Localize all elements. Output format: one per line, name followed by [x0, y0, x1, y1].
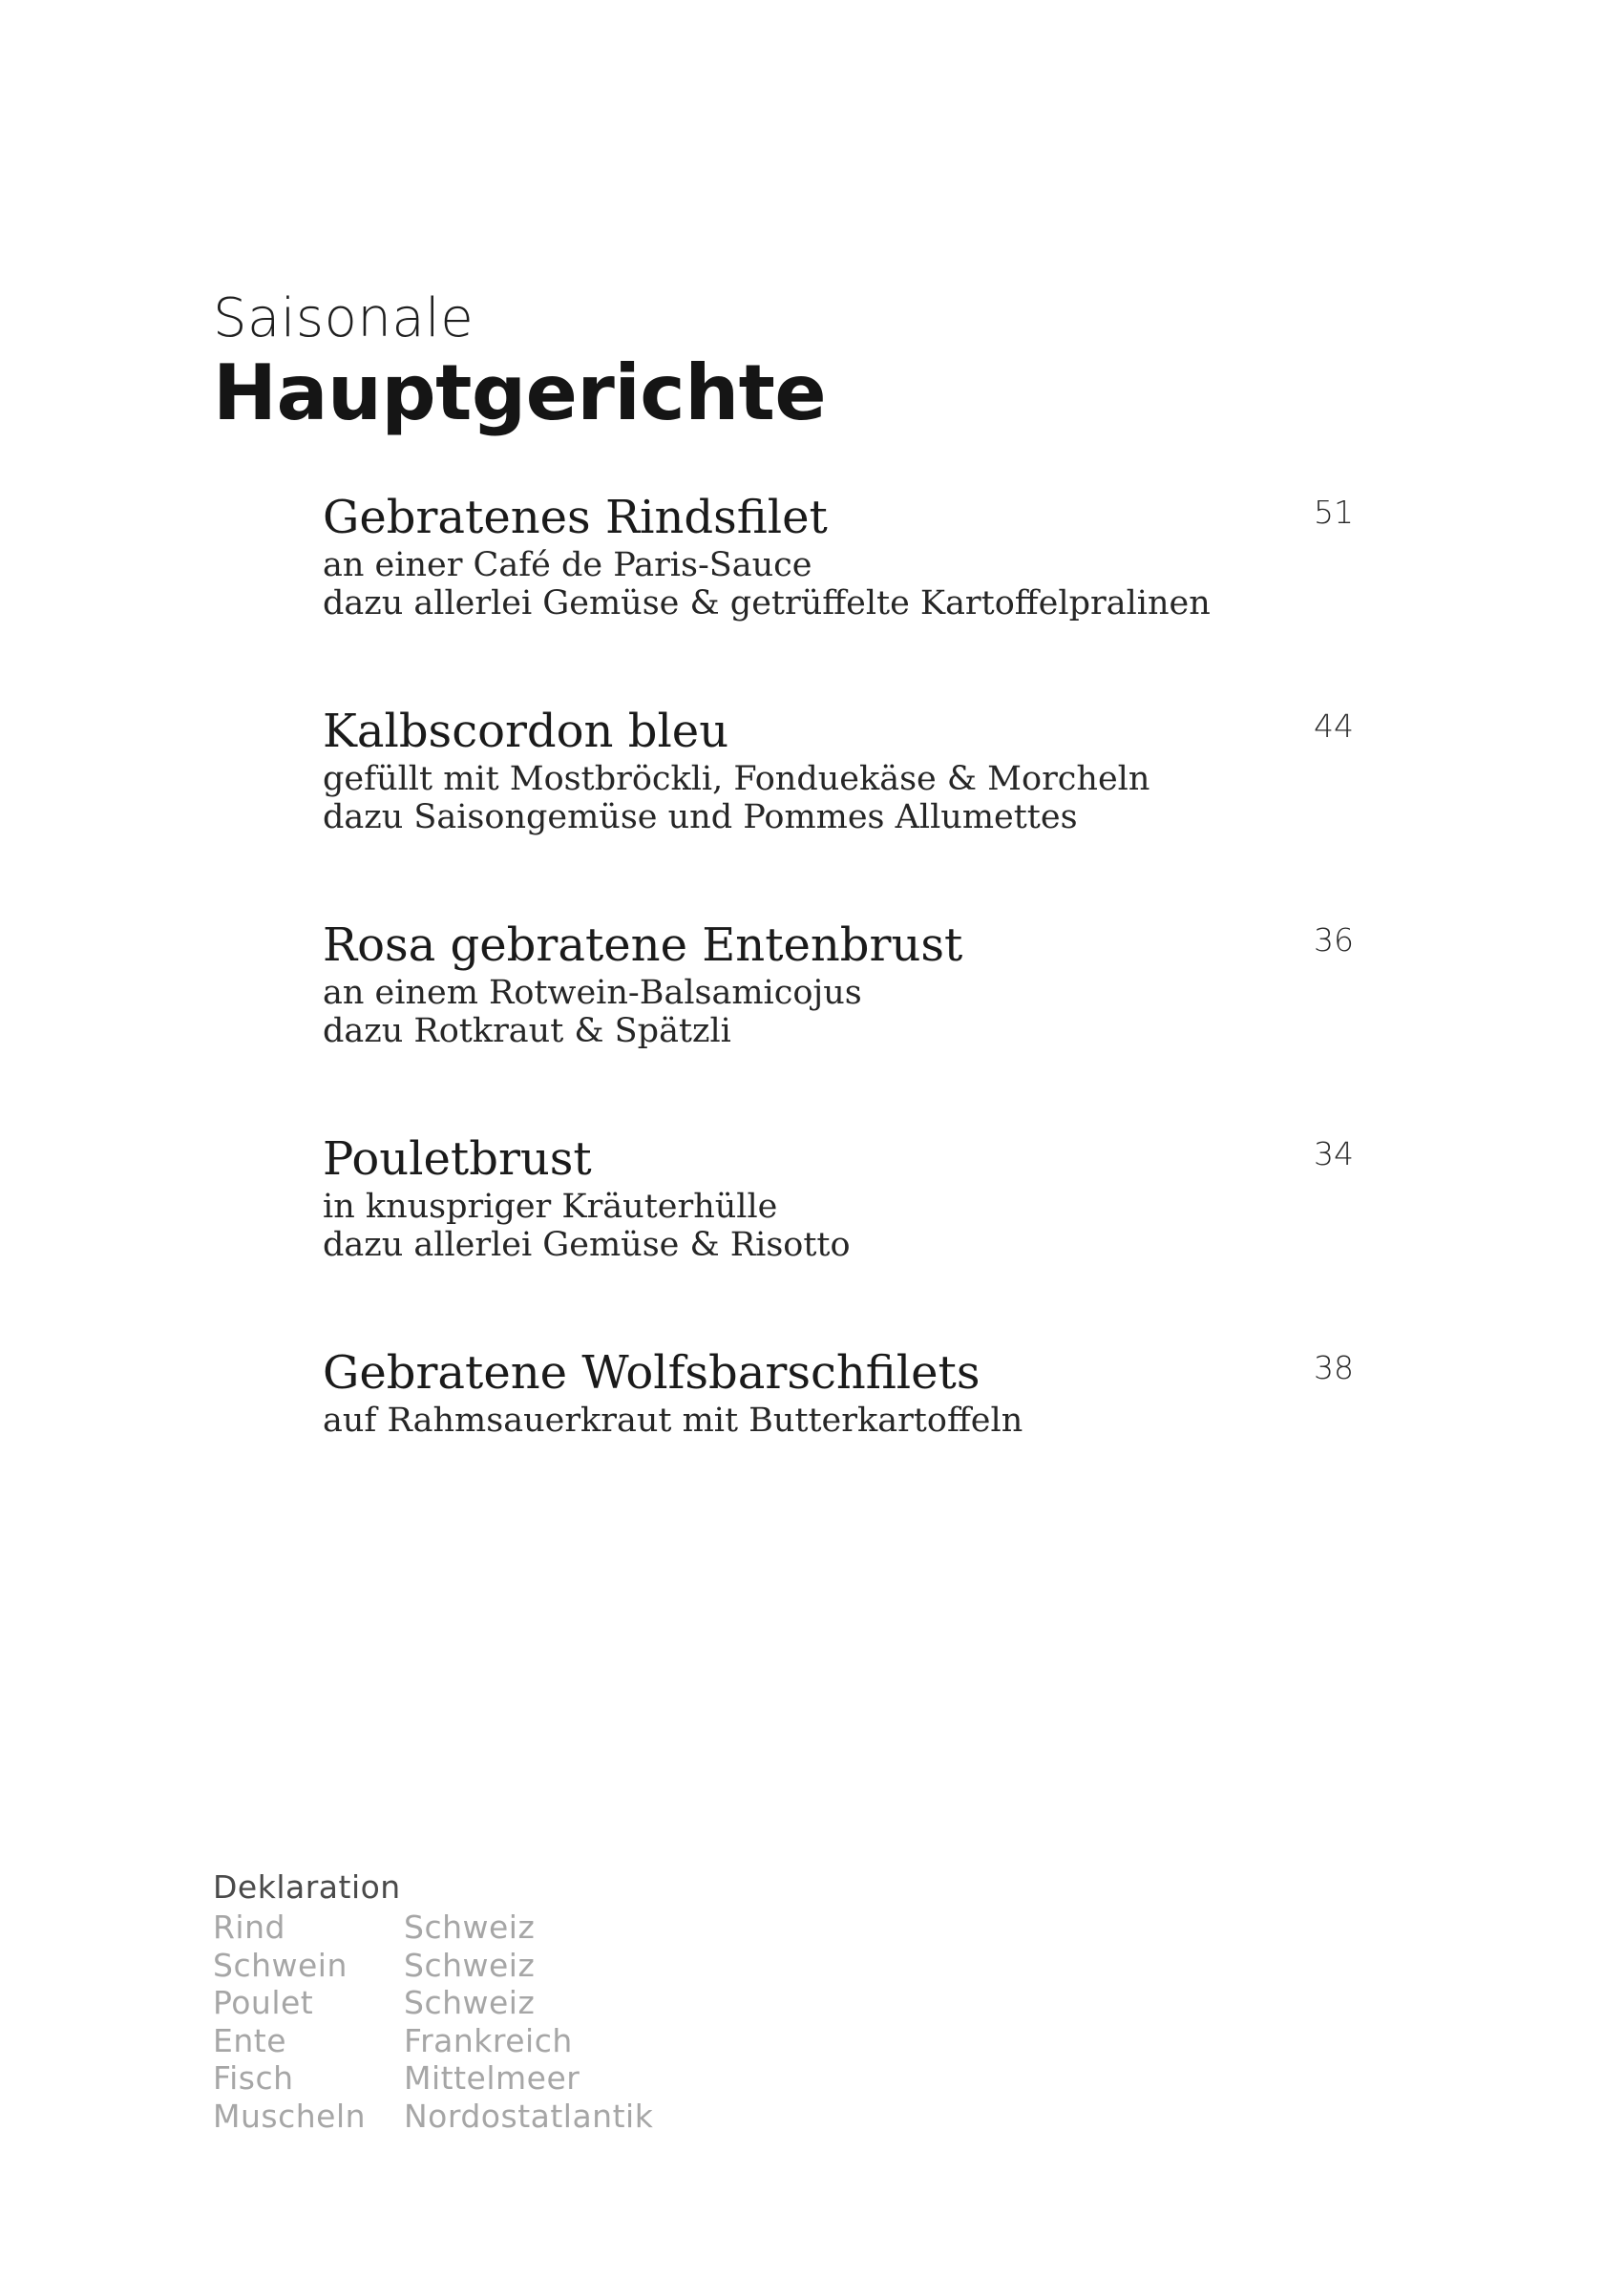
- declaration-row: [213, 1947, 653, 1985]
- declaration-row: [213, 2059, 653, 2098]
- declaration-animal: Fisch: [213, 2059, 294, 2097]
- declaration-block: [213, 1867, 653, 2135]
- dish-description-line: in knuspriger Kräuterhülle: [323, 1188, 778, 1226]
- declaration-row: [213, 2022, 653, 2060]
- dish-name: Pouletbrust: [323, 1132, 592, 1186]
- dish-item: [323, 917, 1354, 1130]
- declaration-animal: Rind: [213, 1909, 285, 1946]
- dish-description-line: dazu allerlei Gemüse & getrüffelte Kartoffelpralinen: [323, 584, 1211, 622]
- dish-description-line: dazu allerlei Gemüse & Risotto: [323, 1226, 851, 1264]
- dish-name: Kalbscordon bleu: [323, 705, 729, 758]
- page-title: Hauptgerichte: [213, 348, 827, 437]
- declaration-origin: Nordostatlantik: [404, 2097, 654, 2135]
- dish-item: [323, 489, 1354, 703]
- dish-name: Rosa gebratene Entenbrust: [323, 918, 963, 972]
- dish-description-line: dazu Rotkraut & Spätzli: [323, 1012, 731, 1050]
- declaration-row: [213, 1909, 653, 1947]
- dish-description-line: dazu Saisongemüse und Pommes Allumettes: [323, 798, 1078, 836]
- declaration-origin: Mittelmeer: [404, 2059, 580, 2097]
- dish-price: 34: [1314, 1135, 1354, 1172]
- dish-description-line: an einem Rotwein-Balsamicojus: [323, 974, 862, 1012]
- declaration-animal: Poulet: [213, 1984, 314, 2021]
- declaration-title: Deklaration: [213, 1868, 401, 1906]
- dish-item: [323, 1130, 1354, 1344]
- dish-description-line: auf Rahmsauerkraut mit Butterkartoffeln: [323, 1402, 1023, 1440]
- declaration-row: [213, 2098, 653, 2136]
- dish-price: 38: [1314, 1349, 1354, 1386]
- declaration-row: [213, 1984, 653, 2022]
- dish-price: 36: [1314, 921, 1354, 959]
- declaration-animal: Ente: [213, 2021, 287, 2059]
- dish-description-line: gefüllt mit Mostbröckli, Fonduekäse & Morcheln: [323, 760, 1150, 798]
- dish-item: [323, 703, 1354, 917]
- declaration-origin: Schweiz: [404, 1984, 536, 2021]
- declaration-origin: Frankreich: [404, 2021, 573, 2059]
- dish-name: Gebratene Wolfsbarschfilets: [323, 1346, 981, 1400]
- declaration-origin: Schweiz: [404, 1946, 536, 1984]
- dish-price: 44: [1314, 707, 1354, 745]
- dish-description-line: an einer Café de Paris-Sauce: [323, 546, 812, 584]
- page-subtitle: Saisonale: [213, 287, 475, 349]
- declaration-animal: Schwein: [213, 1946, 348, 1984]
- dish-item: [323, 1344, 1354, 1558]
- dish-price: 51: [1314, 494, 1354, 531]
- page-heading: [213, 286, 826, 435]
- dish-list: [323, 489, 1354, 1558]
- declaration-animal: Muscheln: [213, 2097, 367, 2135]
- declaration-origin: Schweiz: [404, 1909, 536, 1946]
- dish-name: Gebratenes Rindsfilet: [323, 491, 828, 544]
